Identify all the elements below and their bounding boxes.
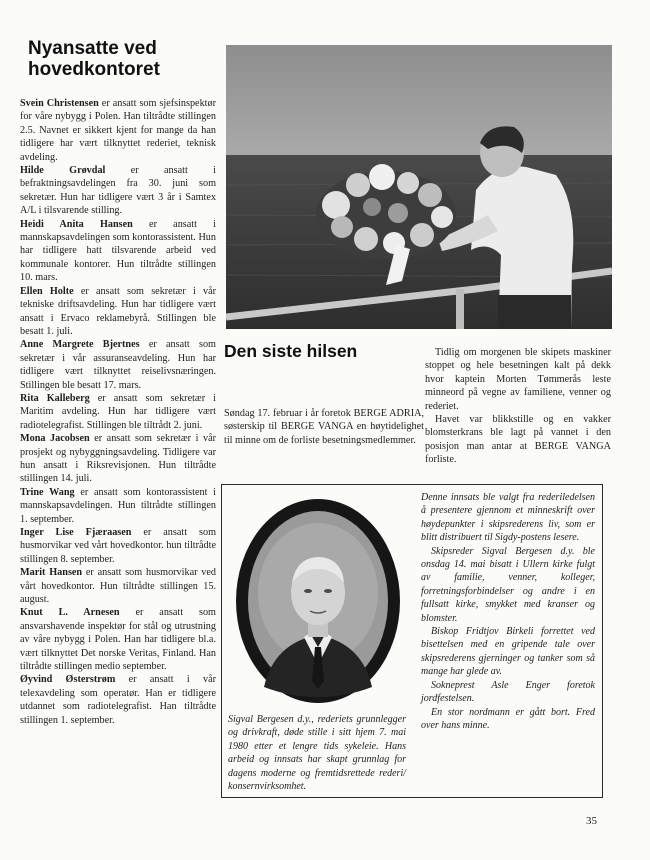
employee-text: er ansatt som sjefsinspektør for våre nybygg i Polen. Han tiltrådte stillingen 2.5. Navnet er sikkert kjent for mange da han tidligere har vært tilknyttet rederiet, teknisk avdeling.: [20, 98, 216, 163]
memorial-paragraph: Skipsreder Sigval Bergesen d.y. ble onsdag 14. mai bisatt i Ullern kirke fulgt av familie, venner, kolleger, forretningsforbindelser og andre i en fullsatt kirke, smykket med kranser og blomster.: [421, 545, 595, 624]
wreath-photo-illustration: [226, 45, 612, 329]
employee-entry: [20, 526, 216, 566]
employee-text: er ansatt i befraktningsavdelingen fra 30. juni som sekretær. Hun har tidligere vært 3 år i Samtex A/L i tilsvarende stilling.: [20, 165, 216, 217]
memorial-paragraph: Denne innsats ble valgt fra rederiledelsen å presentere gjennom et minneskrift over høydepunkter i skipsrederens liv, som er blitt distribuert til Sigdy-postens lesere.: [421, 492, 595, 544]
headline: Nyansatte ved hovedkontoret: [28, 38, 160, 80]
article-body: [425, 346, 611, 467]
employee-name: Øyvind Østerstrøm: [20, 674, 116, 686]
employee-name: Marit Hansen: [20, 567, 83, 579]
employee-text: er ansatt som sekretær i vår prosjekt og nybyggningsavdeling. Tidligere var hun ansatt i Riksrevisjonen. Hun tiltrådte stillingen 14. juli.: [20, 433, 217, 485]
employee-entry: [20, 673, 216, 727]
employee-entry: [20, 285, 216, 339]
portrait-photo: [234, 497, 402, 705]
page-number: 35: [586, 815, 597, 827]
employee-entry: [20, 164, 216, 218]
employee-text: er ansatt som sekretær i vår assuranseavdeling. Hun har tidligere vært tilknyttet reiselivsnæringen. Stillingen ble besatt 17. mars.: [20, 339, 216, 391]
employee-name: Mona Jacobsen: [20, 433, 90, 445]
new-employees-column: [20, 97, 216, 727]
employee-entry: [20, 97, 216, 164]
memorial-paragraph: Sokneprest Asle Enger foretok jordfestelsen.: [421, 679, 595, 705]
employee-text: er ansatt i mannskapsavdelingen som kontorassistent. Hun har tidligere hatt tilsvarende arbeid ved kommunale kontorer. Hun tiltrådte stillingen 10. mars.: [20, 218, 216, 284]
employee-text: er ansatt som husmorvikar ved vårt hovedkontor. Hun tiltrådte stillingen 15. august.: [20, 567, 216, 606]
employee-name: Hilde Grøvdal: [20, 165, 106, 177]
article-title: Den siste hilsen: [224, 341, 358, 361]
employee-name: Svein Christensen: [20, 98, 99, 109]
employee-entry: [20, 432, 216, 486]
employee-text: er ansatt som kontorassistent i mannskapsavdelingen. Hun tiltrådte stillingen 1. september.: [20, 486, 216, 525]
employee-entry: [20, 606, 216, 673]
employee-name: Rita Kalleberg: [20, 392, 90, 404]
employee-entry: [20, 338, 216, 392]
employee-text: er ansatt som sekretær i vår tekniske driftsavdeling. Hun har tidligere vært ansatt i Ervaco reklamebyrå. Stillingen ble besatt 1. juli.: [20, 285, 217, 337]
article-paragraph: Tidlig om morgenen ble skipets maskiner stoppet og hele besetningen kalt på dekk hvor kaptein Morten Tømmerås leste minneord på vegne av familiene, venner og rederiet.: [425, 347, 611, 412]
employee-entry: [20, 392, 216, 432]
portrait-caption: Sigval Bergesen d.y., rederiets grunnlegger og drivkraft, døde stille i sitt hjem 7. mai 1980 etter et lengre tids sykeleie. Hans arbeid og innsats har skapt grunnlag for dagens moderne og fremtidsrettede rederi/ konsernvirksomhet.: [228, 714, 406, 793]
employee-name: Trine Wang: [20, 486, 75, 498]
wreath-photo: [226, 45, 612, 329]
employee-entry: [20, 566, 216, 606]
employee-text: er ansatt i vår telexavdeling som operatør. Han er tidligere utdannet som radiotelegrafist. Han tiltrådte stillingen 1. september.: [20, 674, 216, 726]
employee-name: Heidi Anita Hansen: [20, 218, 133, 230]
memorial-paragraph: En stor nordmann er gått bort. Fred over hans minne.: [421, 706, 595, 731]
employee-text: er ansatt som husmorvikar ved vårt hovedkontor. hun tiltrådte stillingen 8. september.: [20, 527, 216, 565]
employee-name: Ellen Holte: [20, 285, 74, 297]
employee-entry: [20, 218, 216, 285]
article-paragraph: Havet var blikkstille og en vakker blomsterkrans ble lagt på vannet i den posisjon man antar at BERGE VANGA forliste.: [425, 414, 611, 466]
employee-name: Anne Margrete Bjertnes: [20, 339, 140, 351]
article-intro: Søndag 17. februar i år foretok BERGE ADRIA, søsterskip til BERGE VANGA en høytidelighet til minne om de forliste besetningsmedlemmer.: [224, 408, 424, 446]
employee-text: er ansatt som sekretær i Maritim avdeling. Hun har tidligere vært radiotelegrafist. Stillingen ble tiltrådt 2. juni.: [20, 392, 216, 431]
employee-name: Knut L. Arnesen: [20, 607, 120, 619]
employee-name: Inger Lise Fjæraasen: [20, 527, 132, 538]
memorial-text: [421, 491, 595, 732]
portrait-illustration: [234, 497, 402, 705]
employee-entry: [20, 486, 216, 526]
memorial-paragraph: Biskop Fridtjov Birkeli forrettet ved bisettelsen med en gripende tale over skipsrederens gjerninger og tanker som så mange har glede av.: [421, 626, 595, 678]
employee-text: er ansatt som ansvarshavende inspektør for stål og utrustning av våre nybygg i Polen. Han har tidligere bl.a. vært tilknyttet Det norske Veritas, Finland. Han tiltrådte stillingen medio september.: [20, 607, 216, 673]
